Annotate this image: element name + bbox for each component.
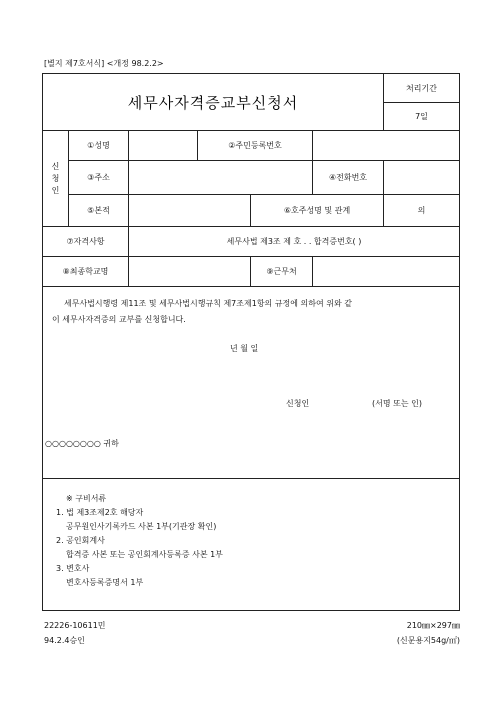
document-item: 2. 공인회계사	[56, 536, 105, 545]
workplace-field[interactable]	[313, 257, 459, 286]
form-title: 세무사자격증교부신청서	[127, 93, 299, 112]
resident-number-label: ②주민등록번호	[228, 141, 282, 150]
household-head-field[interactable]: 의	[417, 206, 426, 215]
statement-line-1: 세무사법시행령 제11조 및 세무사법시행규칙 제7조제1항의 규정에 의하여 위와 같	[64, 299, 352, 308]
phone-label: ④전화번호	[328, 173, 368, 182]
applicant-section-label: 신청인	[51, 161, 60, 195]
phone-field[interactable]	[384, 161, 459, 194]
form-number: [별지 제7호서식] <개정 98.2.2>	[44, 59, 164, 68]
name-label: ①성명	[87, 141, 110, 150]
document-item: 합격증 사본 또는 공인회계사등록증 사본 1부	[66, 550, 223, 559]
processing-period-value: 7일	[415, 112, 428, 121]
paper-type: (신문용지54g/㎡)	[396, 636, 460, 645]
name-field[interactable]	[129, 131, 197, 160]
document-item: 변호사등록증명서 1부	[66, 578, 144, 587]
school-field[interactable]	[129, 257, 250, 286]
domicile-field[interactable]	[129, 195, 250, 226]
qualification-label: ⑦자격사항	[66, 237, 105, 246]
recipient: ○○○○○○○○ 귀하	[45, 439, 119, 448]
resident-number-field[interactable]	[313, 131, 459, 160]
document-item: 1. 법 제3조제2호 해당자	[56, 508, 144, 517]
form-code: 22226-10611민	[44, 621, 106, 630]
approval-date: 94.2.4승인	[44, 636, 85, 645]
documents-heading: ※ 구비서류	[66, 494, 107, 503]
signature-field[interactable]: (서명 또는 인)	[372, 399, 422, 408]
statement-line-2: 이 세무사자격증의 교부를 신청합니다.	[52, 315, 186, 324]
address-label: ③주소	[87, 173, 110, 182]
paper-size: 210㎜×297㎜	[406, 621, 460, 630]
document-item: 공무원인사기록카드 사본 1부(기관장 확인)	[66, 522, 217, 531]
document-item: 3. 변호사	[56, 564, 90, 573]
application-date[interactable]: 년 월 일	[230, 344, 259, 353]
qualification-field[interactable]: 세무사법 제3조 제 호 . . 합격증번호( )	[226, 237, 362, 246]
workplace-label: ⑨근무처	[266, 267, 297, 276]
school-label: ⑧최종학교명	[62, 267, 109, 276]
address-field[interactable]	[129, 161, 312, 194]
household-head-label: ⑥호주성명 및 관계	[283, 206, 351, 215]
domicile-label: ⑤본적	[87, 206, 110, 215]
processing-period-label: 처리기간	[406, 83, 437, 93]
signature-label: 신청인	[286, 399, 310, 408]
